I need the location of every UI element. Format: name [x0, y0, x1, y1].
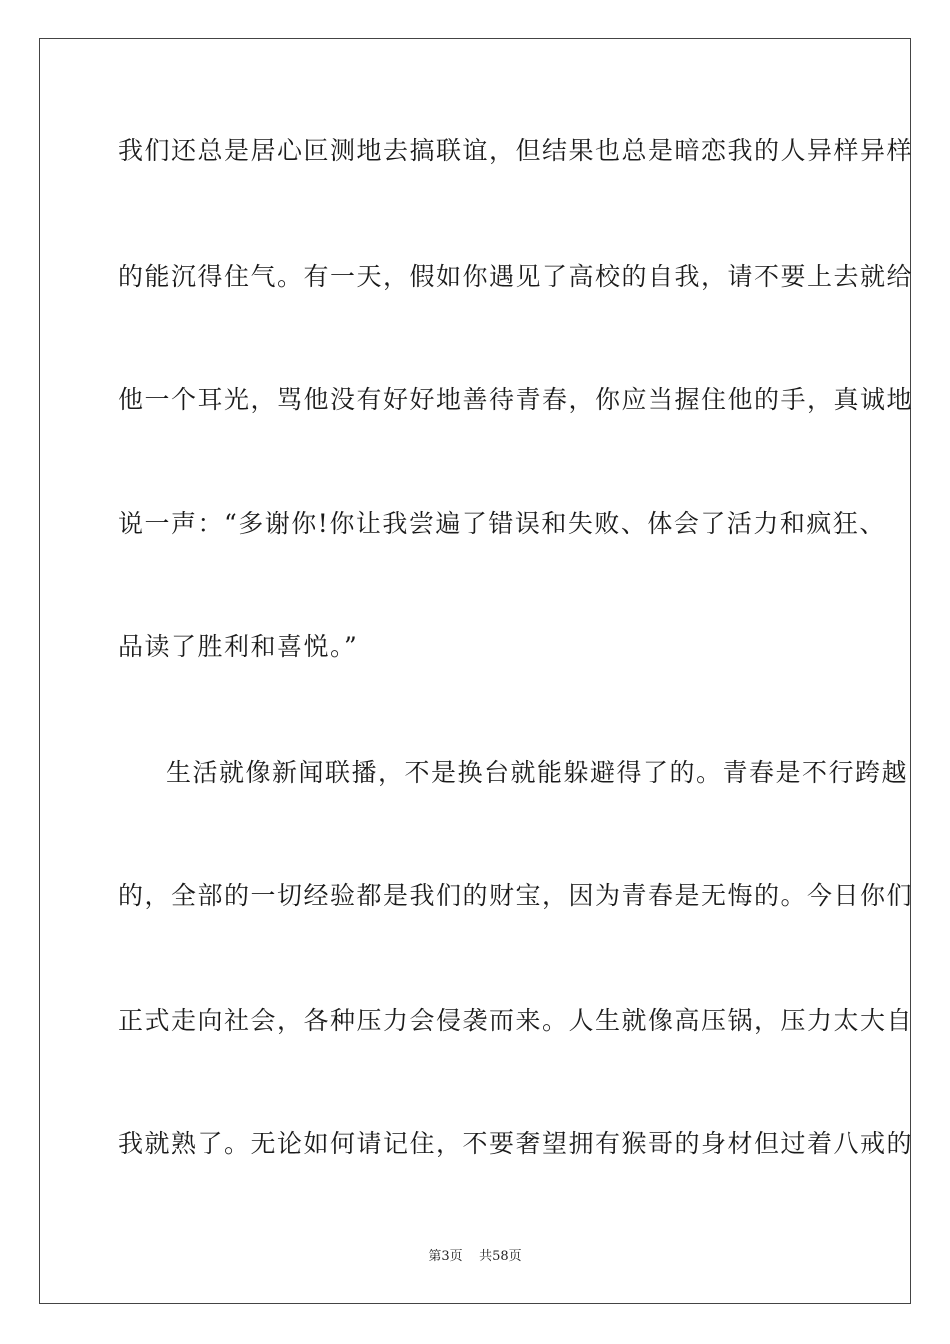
paragraph-1-line-1: 我们还总是居心叵测地去搞联谊，但结果也总是暗恋我的人异样异样: [118, 136, 914, 165]
paragraph-1-line-2: 的能沉得住气。有一天，假如你遇见了高校的自我，请不要上去就给: [118, 262, 914, 291]
paragraph-1-line-5: 品读了胜利和喜悦。”: [118, 632, 359, 661]
paragraph-1-line-4: 说一声：“多谢你!你让我尝遍了错误和失败、体会了活力和疯狂、: [118, 509, 886, 538]
paragraph-1-line-3: 他一个耳光，骂他没有好好地善待青春，你应当握住他的手，真诚地: [118, 385, 914, 414]
page-footer: [0, 1248, 950, 1266]
paragraph-2-line-4: 我就熟了。无论如何请记住，不要奢望拥有猴哥的身材但过着八戒的: [118, 1129, 914, 1158]
page-number: 第3页: [428, 1249, 463, 1264]
paragraph-2-line-2: 的，全部的一切经验都是我们的财宝，因为青春是无悔的。今日你们: [118, 881, 914, 910]
paragraph-2-line-3: 正式走向社会，各种压力会侵袭而来。人生就像高压锅，压力太大自: [118, 1006, 914, 1035]
total-pages: 共58页: [479, 1249, 522, 1264]
page-border: [39, 38, 914, 1304]
paragraph-2-line-1: 生活就像新闻联播，不是换台就能躲避得了的。青春是不行跨越: [166, 758, 909, 787]
